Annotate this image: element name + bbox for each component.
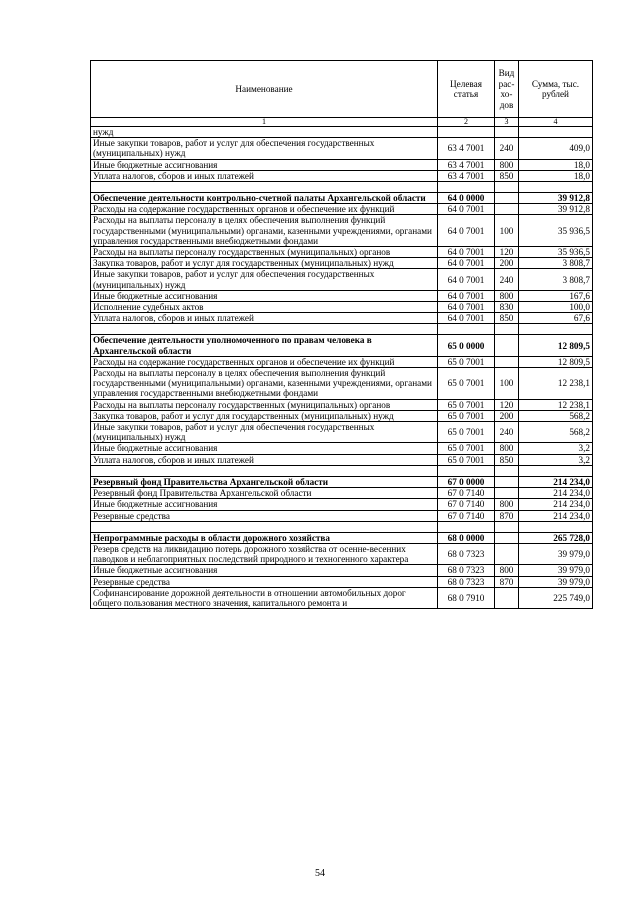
row-expense-type: 240	[495, 269, 519, 290]
row-amount: 39 979,0	[519, 576, 593, 587]
row-target-article: 68 0 7323	[438, 565, 495, 576]
row-name: Иные закупки товаров, работ и услуг для обеспечения государственных (муниципальных) нужд	[91, 269, 438, 290]
empty-cell	[438, 465, 495, 476]
row-target-article: 64 0 7001	[438, 269, 495, 290]
row-amount: 12 238,1	[519, 399, 593, 410]
row-amount: 67,6	[519, 313, 593, 324]
table-row	[91, 170, 593, 181]
row-amount: 12 238,1	[519, 368, 593, 400]
row-target-article: 64 0 7001	[438, 204, 495, 215]
row-amount: 100,0	[519, 302, 593, 313]
table-row	[91, 499, 593, 510]
column-number-row	[91, 118, 593, 127]
table-row	[91, 368, 593, 400]
row-amount: 12 809,5	[519, 335, 593, 356]
row-expense-type	[495, 488, 519, 499]
table-row	[91, 247, 593, 258]
row-name: Закупка товаров, работ и услуг для государственных (муниципальных) нужд	[91, 410, 438, 421]
table-row	[91, 399, 593, 410]
row-name: Иные бюджетные ассигнования	[91, 443, 438, 454]
row-name: Обеспечение деятельности контрольно-счетной палаты Архангельской области	[91, 193, 438, 204]
spacer-row	[91, 521, 593, 532]
row-amount: 214 234,0	[519, 499, 593, 510]
row-expense-type: 850	[495, 454, 519, 465]
table-row	[91, 488, 593, 499]
row-name: Расходы на содержание государственных органов и обеспечение их функций	[91, 356, 438, 367]
spacer-row	[91, 465, 593, 476]
row-expense-type: 120	[495, 399, 519, 410]
table-row	[91, 422, 593, 443]
row-name: Иные бюджетные ассигнования	[91, 290, 438, 301]
row-target-article: 65 0 7001	[438, 410, 495, 421]
row-target-article: 65 0 7001	[438, 454, 495, 465]
row-amount: 3 808,7	[519, 269, 593, 290]
table-row	[91, 576, 593, 587]
header-amount: Сумма, тыс. рублей	[519, 61, 593, 118]
empty-cell	[438, 521, 495, 532]
row-target-article: 63 4 7001	[438, 159, 495, 170]
row-target-article: 68 0 7323	[438, 543, 495, 564]
row-amount: 3 808,7	[519, 258, 593, 269]
row-name: Расходы на выплаты персоналу государственных (муниципальных) органов	[91, 399, 438, 410]
row-expense-type: 800	[495, 159, 519, 170]
row-target-article: 65 0 7001	[438, 356, 495, 367]
empty-cell	[438, 182, 495, 193]
row-expense-type	[495, 356, 519, 367]
row-expense-type	[495, 204, 519, 215]
column-number: 3	[495, 118, 519, 127]
row-target-article: 67 0 7140	[438, 499, 495, 510]
row-target-article: 64 0 0000	[438, 193, 495, 204]
table-row	[91, 313, 593, 324]
row-name: Обеспечение деятельности уполномоченного по правам человека в Архангельской области	[91, 335, 438, 356]
empty-cell	[495, 324, 519, 335]
row-target-article: 63 4 7001	[438, 170, 495, 181]
row-target-article: 64 0 7001	[438, 247, 495, 258]
row-expense-type: 800	[495, 565, 519, 576]
row-name: Непрограммные расходы в области дорожного хозяйства	[91, 532, 438, 543]
empty-cell	[91, 465, 438, 476]
row-name: Иные бюджетные ассигнования	[91, 565, 438, 576]
row-amount: 225 749,0	[519, 587, 593, 608]
header-target-article: Целевая статья	[438, 61, 495, 118]
row-expense-type: 800	[495, 443, 519, 454]
row-amount: 265 728,0	[519, 532, 593, 543]
row-amount: 39 912,8	[519, 193, 593, 204]
row-amount: 167,6	[519, 290, 593, 301]
row-name: Софинансирование дорожной деятельности в отношении автомобильных дорог общего пользования местного значения, капитального ремонта и	[91, 587, 438, 608]
row-expense-type: 100	[495, 215, 519, 247]
row-amount: 214 234,0	[519, 476, 593, 487]
row-target-article	[438, 127, 495, 138]
row-amount: 214 234,0	[519, 510, 593, 521]
row-target-article: 68 0 7323	[438, 576, 495, 587]
row-name: Исполнение судебных актов	[91, 302, 438, 313]
row-name: Уплата налогов, сборов и иных платежей	[91, 454, 438, 465]
row-target-article: 65 0 0000	[438, 335, 495, 356]
row-name: Резервный фонд Правительства Архангельской области	[91, 488, 438, 499]
section-row	[91, 476, 593, 487]
empty-cell	[519, 182, 593, 193]
row-amount: 12 809,5	[519, 356, 593, 367]
row-target-article: 65 0 7001	[438, 399, 495, 410]
row-expense-type: 200	[495, 258, 519, 269]
row-target-article: 65 0 7001	[438, 443, 495, 454]
header-name: Наименование	[91, 61, 438, 118]
row-target-article: 64 0 7001	[438, 258, 495, 269]
row-amount: 35 936,5	[519, 215, 593, 247]
table-row	[91, 302, 593, 313]
row-target-article: 67 0 7140	[438, 488, 495, 499]
row-amount: 3,2	[519, 443, 593, 454]
section-row	[91, 335, 593, 356]
row-name: Резерв средств на ликвидацию потерь дорожного хозяйства от осенне-весенних паводков и неблагоприятных последствий природного и техногенного характера	[91, 543, 438, 564]
row-expense-type	[495, 193, 519, 204]
table-row	[91, 410, 593, 421]
empty-cell	[519, 465, 593, 476]
row-expense-type: 870	[495, 576, 519, 587]
empty-cell	[91, 182, 438, 193]
row-expense-type: 850	[495, 313, 519, 324]
table-row	[91, 159, 593, 170]
row-name: Уплата налогов, сборов и иных платежей	[91, 170, 438, 181]
row-expense-type: 800	[495, 290, 519, 301]
row-name: Резервный фонд Правительства Архангельской области	[91, 476, 438, 487]
table-row	[91, 269, 593, 290]
row-expense-type	[495, 335, 519, 356]
empty-cell	[495, 465, 519, 476]
row-amount: 39 979,0	[519, 565, 593, 576]
table-row	[91, 138, 593, 159]
page-number: 54	[315, 868, 325, 879]
row-target-article: 65 0 7001	[438, 368, 495, 400]
row-amount: 568,2	[519, 410, 593, 421]
row-target-article: 63 4 7001	[438, 138, 495, 159]
row-name: Расходы на выплаты персоналу государственных (муниципальных) органов	[91, 247, 438, 258]
budget-table	[90, 60, 593, 609]
spacer-row	[91, 324, 593, 335]
row-expense-type: 240	[495, 422, 519, 443]
column-number: 1	[91, 118, 438, 127]
table-row	[91, 510, 593, 521]
table-row	[91, 290, 593, 301]
empty-cell	[91, 324, 438, 335]
table-row	[91, 215, 593, 247]
row-amount	[519, 127, 593, 138]
row-amount: 18,0	[519, 159, 593, 170]
row-target-article: 68 0 0000	[438, 532, 495, 543]
row-expense-type	[495, 127, 519, 138]
row-amount: 35 936,5	[519, 247, 593, 258]
row-name: Резервные средства	[91, 510, 438, 521]
row-expense-type: 830	[495, 302, 519, 313]
row-expense-type: 850	[495, 170, 519, 181]
table-row	[91, 543, 593, 564]
row-expense-type: 100	[495, 368, 519, 400]
row-amount: 18,0	[519, 170, 593, 181]
row-expense-type	[495, 476, 519, 487]
row-amount: 39 979,0	[519, 543, 593, 564]
row-name: Уплата налогов, сборов и иных платежей	[91, 313, 438, 324]
row-target-article: 64 0 7001	[438, 290, 495, 301]
row-name: Иные бюджетные ассигнования	[91, 159, 438, 170]
row-expense-type: 120	[495, 247, 519, 258]
row-expense-type	[495, 532, 519, 543]
empty-cell	[519, 324, 593, 335]
table-row	[91, 127, 593, 138]
row-name: Резервные средства	[91, 576, 438, 587]
row-amount: 214 234,0	[519, 488, 593, 499]
empty-cell	[91, 521, 438, 532]
row-name: Расходы на содержание государственных органов и обеспечение их функций	[91, 204, 438, 215]
row-name: Закупка товаров, работ и услуг для государственных (муниципальных) нужд	[91, 258, 438, 269]
empty-cell	[438, 324, 495, 335]
row-target-article: 68 0 7910	[438, 587, 495, 608]
row-name: Иные закупки товаров, работ и услуг для обеспечения государственных (муниципальных) нужд	[91, 138, 438, 159]
row-expense-type	[495, 543, 519, 564]
row-name: нужд	[91, 127, 438, 138]
row-name: Расходы на выплаты персоналу в целях обеспечения выполнения функций государственными (муниципальными) органами, казенными учреждениями, органами управления государственными внебюджетными фондами	[91, 368, 438, 400]
row-expense-type	[495, 587, 519, 608]
table-row	[91, 443, 593, 454]
row-target-article: 64 0 7001	[438, 313, 495, 324]
row-target-article: 67 0 0000	[438, 476, 495, 487]
row-amount: 39 912,8	[519, 204, 593, 215]
row-target-article: 65 0 7001	[438, 422, 495, 443]
row-expense-type: 200	[495, 410, 519, 421]
empty-cell	[495, 182, 519, 193]
spacer-row	[91, 182, 593, 193]
table-row	[91, 565, 593, 576]
row-target-article: 64 0 7001	[438, 302, 495, 313]
table-row	[91, 587, 593, 608]
row-expense-type: 800	[495, 499, 519, 510]
empty-cell	[519, 521, 593, 532]
table-row	[91, 204, 593, 215]
row-amount: 3,2	[519, 454, 593, 465]
empty-cell	[495, 521, 519, 532]
row-target-article: 64 0 7001	[438, 215, 495, 247]
table-row	[91, 454, 593, 465]
header-expense-type: Вид рас- хо- дов	[495, 61, 519, 118]
row-name: Иные закупки товаров, работ и услуг для обеспечения государственных (муниципальных) нужд	[91, 422, 438, 443]
table-row	[91, 258, 593, 269]
row-target-article: 67 0 7140	[438, 510, 495, 521]
column-number: 4	[519, 118, 593, 127]
row-amount: 409,0	[519, 138, 593, 159]
section-row	[91, 193, 593, 204]
row-amount: 568,2	[519, 422, 593, 443]
column-number: 2	[438, 118, 495, 127]
row-name: Расходы на выплаты персоналу в целях обеспечения выполнения функций государственными (муниципальными) органами, казенными учреждениями, органами управления государственными внебюджетными фондами	[91, 215, 438, 247]
row-expense-type: 870	[495, 510, 519, 521]
row-name: Иные бюджетные ассигнования	[91, 499, 438, 510]
header-row	[91, 61, 593, 118]
table-row	[91, 356, 593, 367]
row-expense-type: 240	[495, 138, 519, 159]
section-row	[91, 532, 593, 543]
